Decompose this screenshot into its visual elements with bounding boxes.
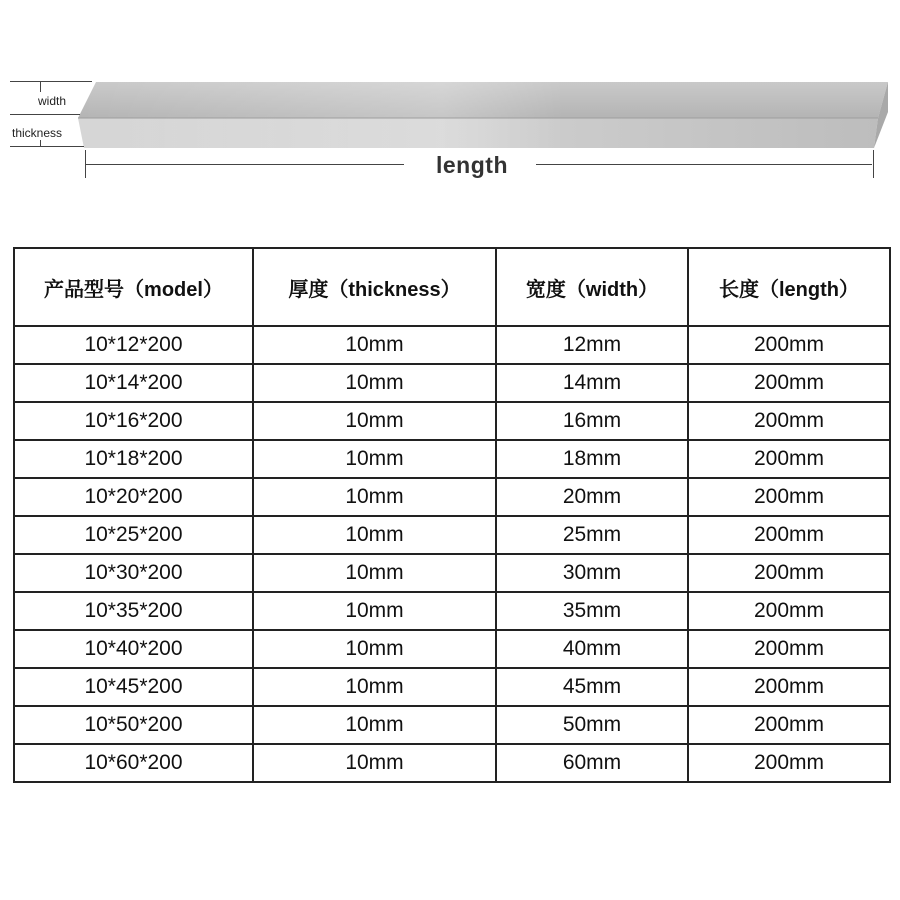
cell-model: 10*12*200 — [14, 326, 253, 364]
width-top-line — [10, 81, 92, 82]
thickness-arrow-line — [40, 140, 41, 146]
cell-model: 10*35*200 — [14, 592, 253, 630]
cell-thickness: 10mm — [253, 744, 496, 782]
cell-model: 10*20*200 — [14, 478, 253, 516]
table-row — [14, 402, 890, 440]
cell-length: 200mm — [688, 402, 890, 440]
cell-thickness: 10mm — [253, 402, 496, 440]
table-row — [14, 554, 890, 592]
cell-thickness: 10mm — [253, 706, 496, 744]
cell-width: 45mm — [496, 668, 688, 706]
cell-thickness: 10mm — [253, 516, 496, 554]
cell-model: 10*40*200 — [14, 630, 253, 668]
cell-width: 25mm — [496, 516, 688, 554]
cell-model: 10*60*200 — [14, 744, 253, 782]
cell-length: 200mm — [688, 630, 890, 668]
cell-model: 10*30*200 — [14, 554, 253, 592]
cell-width: 16mm — [496, 402, 688, 440]
cell-length: 200mm — [688, 554, 890, 592]
cell-width: 35mm — [496, 592, 688, 630]
length-label: length — [436, 152, 508, 178]
cell-thickness: 10mm — [253, 440, 496, 478]
cell-width: 20mm — [496, 478, 688, 516]
cell-length: 200mm — [688, 668, 890, 706]
cell-model: 10*45*200 — [14, 668, 253, 706]
length-right-line — [536, 164, 872, 165]
steel-bar-image — [78, 82, 888, 148]
cell-width: 60mm — [496, 744, 688, 782]
cell-model: 10*25*200 — [14, 516, 253, 554]
cell-width: 14mm — [496, 364, 688, 402]
cell-length: 200mm — [688, 478, 890, 516]
cell-thickness: 10mm — [253, 592, 496, 630]
cell-thickness: 10mm — [253, 478, 496, 516]
length-left-line — [86, 164, 404, 165]
header-model: 产品型号（model） — [14, 248, 253, 326]
cell-thickness: 10mm — [253, 326, 496, 364]
cell-width: 40mm — [496, 630, 688, 668]
table-row — [14, 516, 890, 554]
width-arrow-line — [40, 82, 41, 92]
cell-width: 18mm — [496, 440, 688, 478]
cell-length: 200mm — [688, 592, 890, 630]
table-row — [14, 440, 890, 478]
table-row — [14, 706, 890, 744]
cell-length: 200mm — [688, 706, 890, 744]
cell-length: 200mm — [688, 744, 890, 782]
cell-length: 200mm — [688, 440, 890, 478]
cell-thickness: 10mm — [253, 668, 496, 706]
cell-thickness: 10mm — [253, 630, 496, 668]
table-header-row — [14, 248, 890, 326]
bar-diagram — [0, 0, 900, 200]
width-label: width — [38, 94, 67, 108]
cell-model: 10*14*200 — [14, 364, 253, 402]
cell-model: 10*16*200 — [14, 402, 253, 440]
header-width: 宽度（width） — [496, 248, 688, 326]
cell-model: 10*50*200 — [14, 706, 253, 744]
table-row — [14, 592, 890, 630]
length-right-tick — [873, 150, 874, 178]
cell-thickness: 10mm — [253, 554, 496, 592]
cell-length: 200mm — [688, 516, 890, 554]
table-row — [14, 326, 890, 364]
cell-length: 200mm — [688, 326, 890, 364]
cell-model: 10*18*200 — [14, 440, 253, 478]
header-thickness: 厚度（thickness） — [253, 248, 496, 326]
spec-table — [13, 247, 891, 783]
cell-width: 50mm — [496, 706, 688, 744]
cell-length: 200mm — [688, 364, 890, 402]
table-row — [14, 630, 890, 668]
table-row — [14, 668, 890, 706]
cell-thickness: 10mm — [253, 364, 496, 402]
table-row — [14, 744, 890, 782]
table-row — [14, 364, 890, 402]
cell-width: 30mm — [496, 554, 688, 592]
width-bottom-line — [10, 114, 80, 115]
thickness-label: thickness — [12, 126, 63, 140]
header-length: 长度（length） — [688, 248, 890, 326]
table-row — [14, 478, 890, 516]
thickness-bottom-line — [10, 146, 84, 147]
cell-width: 12mm — [496, 326, 688, 364]
